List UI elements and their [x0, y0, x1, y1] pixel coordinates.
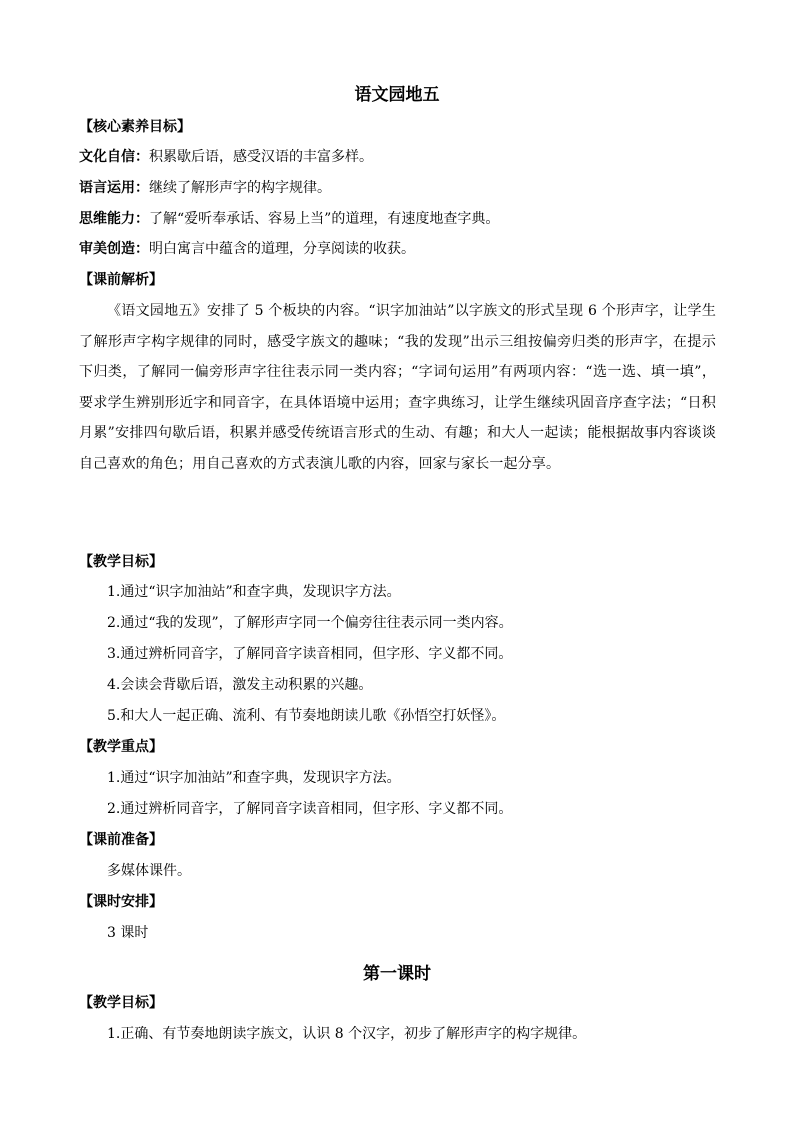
- teaching-goal-item: 2.通过“我的发现”，了解形声字同一个偏旁往往表示同一类内容。: [107, 615, 513, 631]
- teaching-goal-item: 4.会读会背歇后语，激发主动积累的兴趣。: [107, 677, 373, 693]
- schedule-text: 3 课时: [107, 925, 149, 941]
- key-points-heading: 【教学重点】: [79, 739, 163, 755]
- core-goal-label: 审美创造：: [79, 241, 149, 257]
- teaching-goals-heading: 【教学目标】: [79, 554, 163, 570]
- core-goal-thinking: [79, 212, 499, 226]
- core-goal-text: 了解“爱听奉承话、容易上当”的道理，有速度地查字典。: [149, 211, 500, 227]
- analysis-heading: 【课前解析】: [79, 272, 163, 288]
- analysis-paragraph: 《语文园地五》安排了 5 个板块的内容。“识字加油站”以字族文的形式呈现 6 个形声字，让学生了解形声字构字规律的同时，感受字族文的趣味；“我的发现”出示三组按偏旁归类的形声字，在提示下归类，了解同一偏旁形声字往往表示同一类内容；“字词句运用”有两项内容：“选一选、填一填”，要求学生辨别形近字和同音字，在具体语境中运用；查字典练习，让学生继续巩固音序查字法；“日积月累”安排四句歇后语，积累并感受传统语言形式的生动、有趣；和大人一起读；能根据故事内容谈谈自己喜欢的角色；用自己喜欢的方式表演儿歌的内容，回家与家长一起分享。: [79, 303, 716, 472]
- core-goal-culture: [79, 150, 373, 164]
- prep-heading: 【课前准备】: [79, 832, 163, 848]
- key-point-item: 2.通过辨析同音字，了解同音字读音相同，但字形、字义都不同。: [107, 801, 513, 817]
- core-goal-label: 语言运用：: [79, 180, 149, 196]
- prep-text: 多媒体课件。: [107, 863, 191, 879]
- teaching-goal-item: 1.通过“识字加油站”和查字典，发现识字方法。: [107, 584, 401, 600]
- document-title: 语文园地五: [354, 85, 440, 105]
- core-goal-label: 文化自信：: [79, 149, 149, 165]
- core-goals-heading: 【核心素养目标】: [79, 119, 191, 135]
- lesson1-goal-item: 1.正确、有节奏地朗读字族文，认识 8 个汉字，初步了解形声字的构字规律。: [107, 1026, 587, 1042]
- lesson1-goals-heading: 【教学目标】: [79, 995, 163, 1011]
- core-goal-aesthetic: [79, 242, 415, 256]
- core-goal-language: [79, 181, 331, 195]
- core-goal-text: 继续了解形声字的构字规律。: [149, 180, 331, 196]
- lesson1-title: 第一课时: [363, 964, 431, 984]
- teaching-goal-item: 5.和大人一起正确、流利、有节奏地朗读儿歌《孙悟空打妖怪》。: [107, 708, 506, 724]
- key-point-item: 1.通过“识字加油站”和查字典，发现识字方法。: [107, 770, 401, 786]
- core-goal-text: 明白寓言中蕴含的道理，分享阅读的收获。: [149, 241, 415, 257]
- schedule-heading: 【课时安排】: [79, 894, 163, 910]
- teaching-goal-item: 3.通过辨析同音字，了解同音字读音相同，但字形、字义都不同。: [107, 646, 513, 662]
- core-goal-label: 思维能力：: [79, 211, 149, 227]
- core-goal-text: 积累歇后语，感受汉语的丰富多样。: [149, 149, 373, 165]
